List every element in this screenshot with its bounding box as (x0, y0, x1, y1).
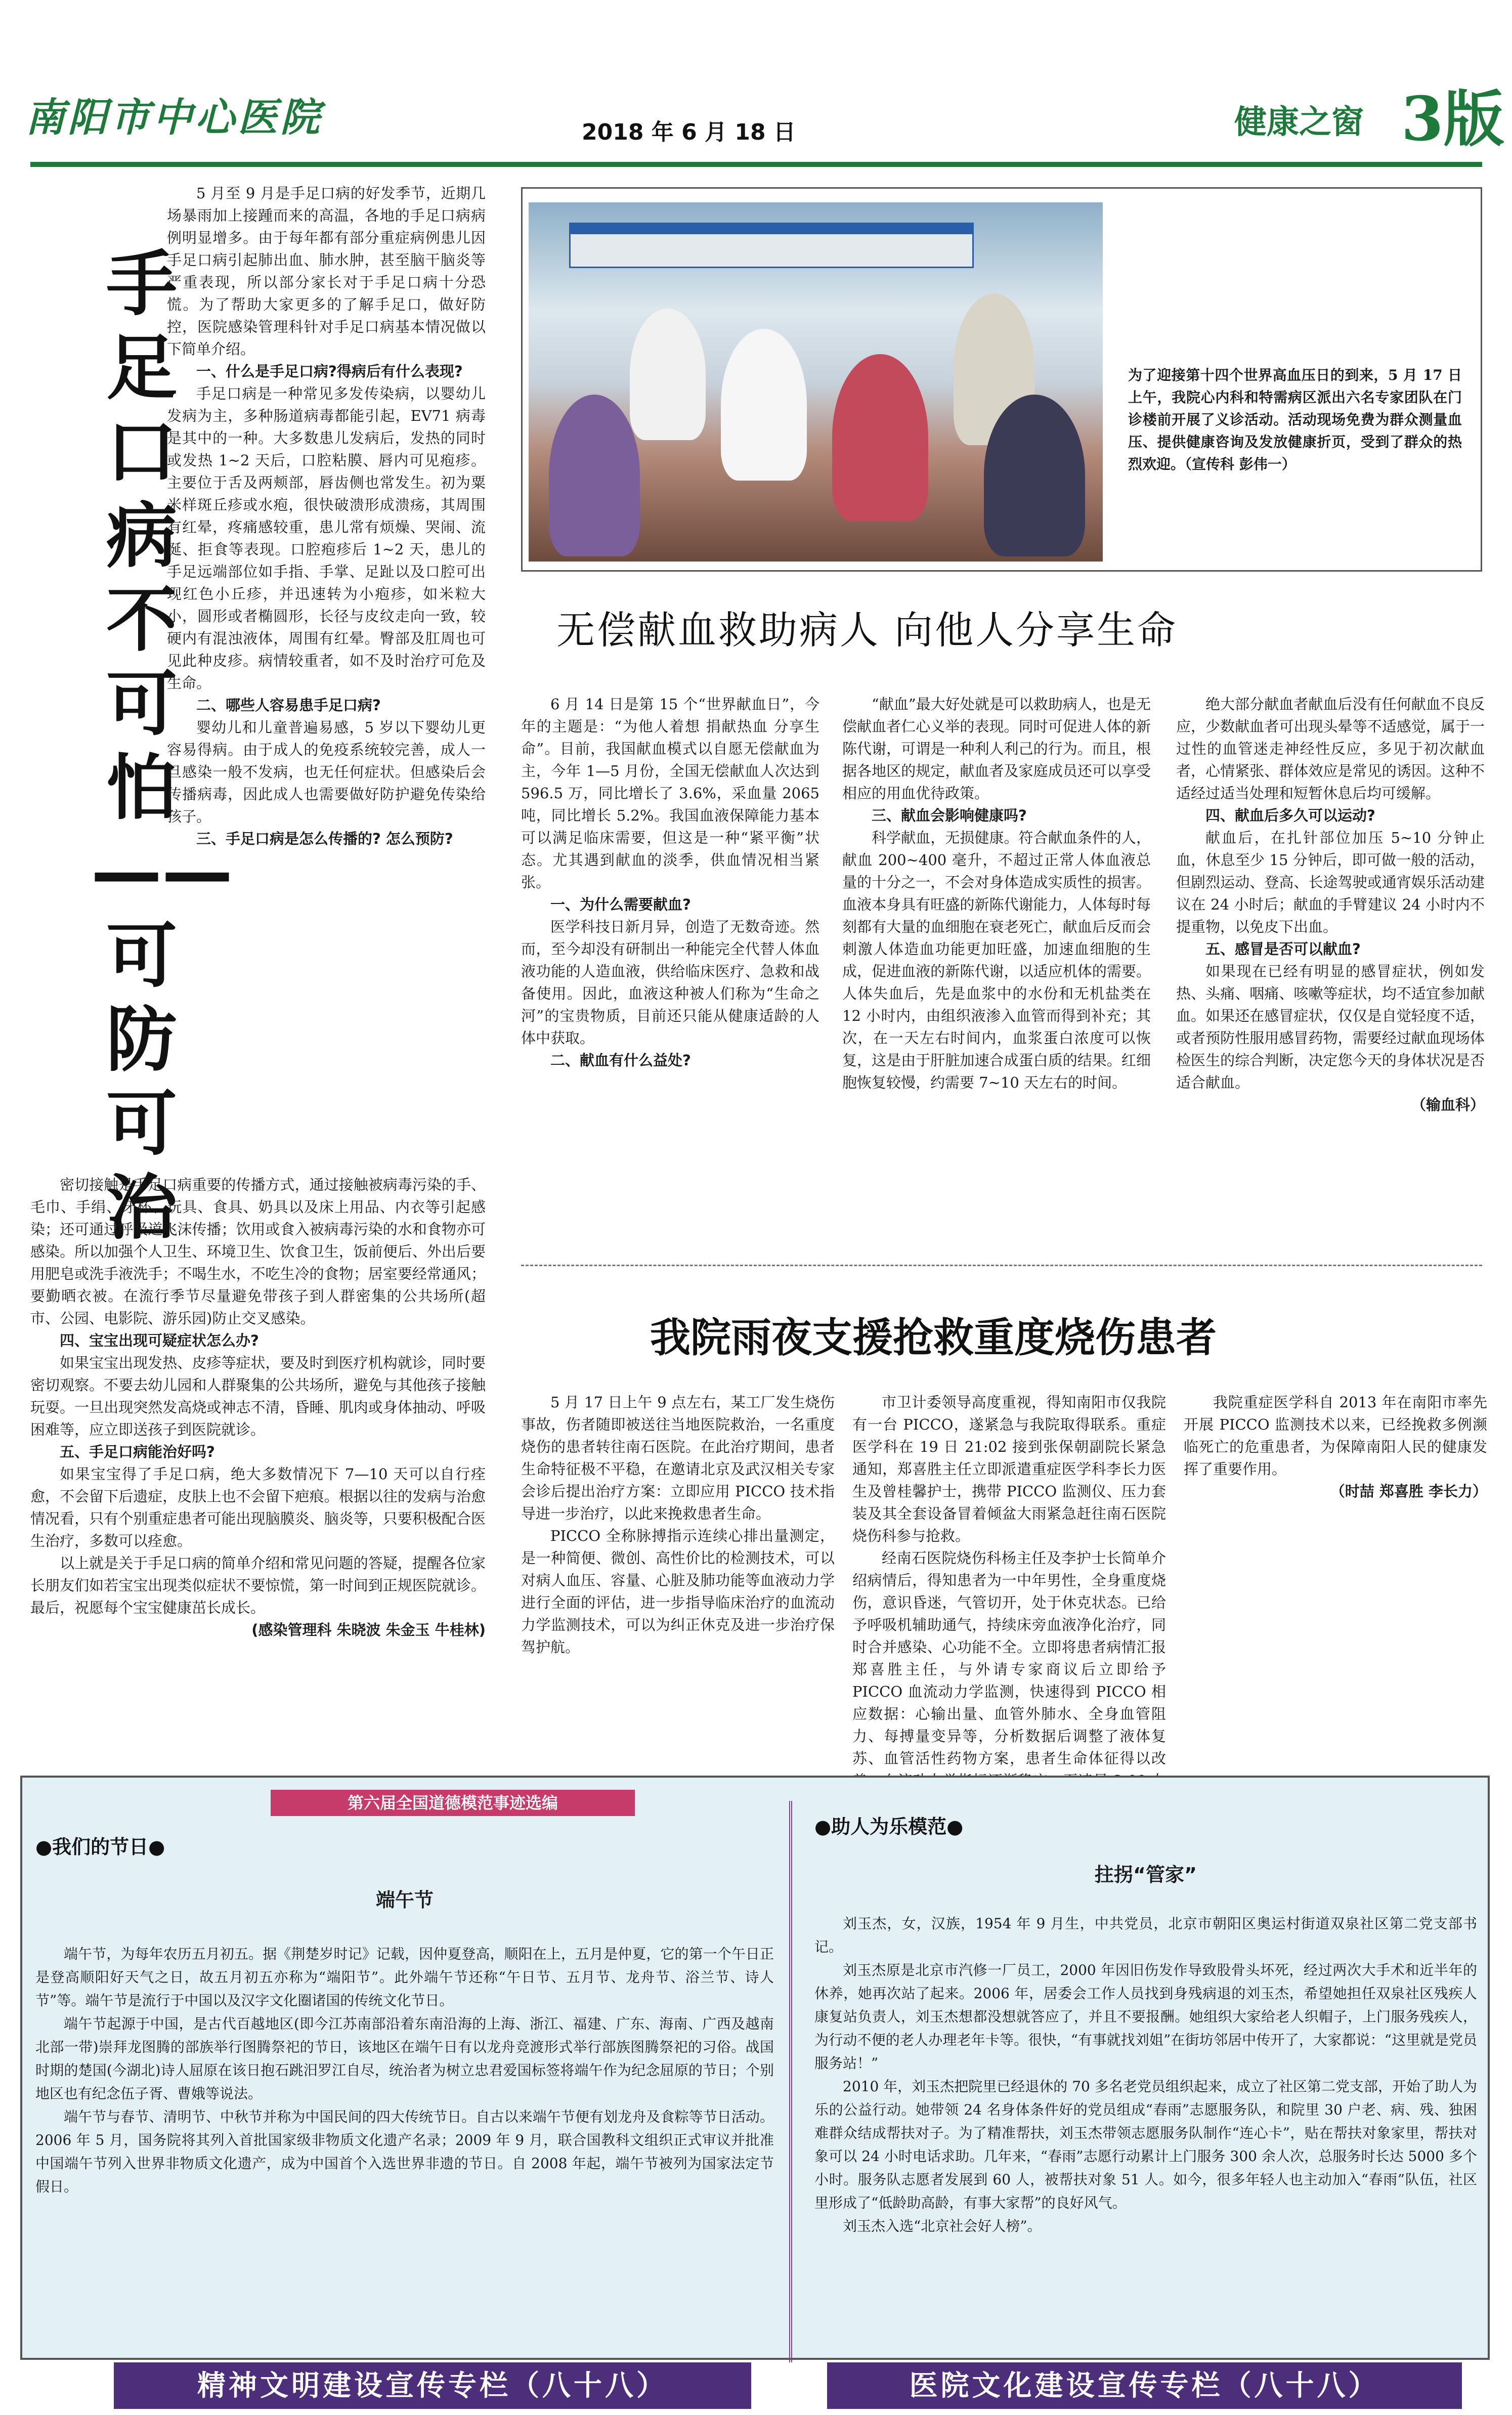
hfmd-a3: 密切接触是手足口病重要的传播方式，通过接触被病毒污染的手、毛巾、手绢、牙杯、玩具、食具、奶具以及床上用品、内衣等引起感染；还可通过呼吸道飞沫传播；饮用或食入被病毒污染的水和食物亦可感染。所以加强个人卫生、环境卫生、饮食卫生，饭前便后、外出后要用肥皂或洗手液洗手；不喝生水，不吃生冷的食物；居室要经常通风；要勤晒衣被。在流行季节尽量避免带孩子到人群密集的公共场所(超市、公园、电影院、游乐园)防止交叉感染。 (30, 1176, 486, 1327)
hfmd-a2: 婴幼儿和儿童普遍易感，5 岁以下婴幼儿更容易得病。由于成人的免疫系统较完善，成人一旦感染一般不发病，也无任何症状。但感染后会传播病毒，因此成人也需要做好防护避免传染给孩子。 (167, 719, 486, 825)
burn-byline: （时喆 郑喜胜 李长力） (1330, 1483, 1487, 1500)
section-divider (521, 1265, 1482, 1266)
hfmd-column-1 (167, 182, 486, 850)
hfmd-byline: (感染管理科 朱晓波 朱金玉 牛桂林) (251, 1621, 486, 1638)
masthead-logo: 南阳市中心医院 (25, 95, 323, 141)
burn-title: 我院雨夜支援抢救重度烧伤患者 (650, 1314, 1217, 1361)
hfmd-q2: 二、哪些人容易患手足口病? (196, 697, 381, 714)
blood-p1: 6 月 14 日是第 15 个“世界献血日”，今年的主题是：“为他人着想 捐献热血 分享生命”。目前，我国献血模式以自愿无偿献血为主，今年 1—5 月份，全国无偿献血人次达到 596.5 万，同比增长了 3.6%，采血量 2065 吨，同比增长 5.2%。我国血液保障能力基本可以满足临床需要，但这是一种“紧平衡”状态。尤其遇到献血的淡季，供血情况相当紧张。 (521, 696, 819, 891)
blood-q5: 五、感冒是否可以献血? (1205, 940, 1361, 958)
masthead-rule (30, 162, 1482, 167)
blood-q1: 一、为什么需要献血? (550, 896, 691, 913)
photo-caption: 为了迎接第十四个世界高血压日的到来，5 月 17 日上午，我院心内科和特需病区派出六名专家团队在门诊楼前开展了义诊活动。活动现场免费为群众测量血压、提供健康咨询及发放健康折页，受到了群众的热烈欢迎。（宣传科 彭伟一） (1128, 367, 1462, 472)
volunteer-column (814, 1771, 1477, 2238)
blood-a2: “献血”最大好处就是可以救助病人，也是无偿献血者仁心义举的表现。同时可促进人体的新陈代谢，可谓是一种利人利己的行为。而且，根据各地区的规定，献血者及家庭成员还可以享受相应的用血优待政策。 (842, 696, 1151, 802)
photo-banner (569, 223, 974, 268)
hfmd-q5: 五、手足口病能治好吗? (60, 1443, 215, 1460)
event-photo (529, 202, 1103, 562)
photo-person (549, 395, 640, 556)
hfmd-column-2 (30, 1174, 486, 1641)
blood-a1: 医学科技日新月异，创造了无数奇迹。然而，至今却没有研制出一种能完全代替人体血液功能的人造血液，供给临床医疗、急救和战备使用。因此，血液这种被人们称为“生命之河”的宝贵物质，目前还只能从健康适龄的人体中获取。 (521, 918, 819, 1047)
burn-p5: 我院重症医学科自 2013 年在南阳市率先开展 PICCO 监测技术以来，已经挽救多例濒临死亡的危重患者，为保障南阳人民的健康发挥了重要作用。 (1184, 1394, 1487, 1478)
photo-person (832, 354, 928, 521)
festival-p2: 端午节起源于中国，是古代百越地区(即今江苏南部沿着东南沿海的上海、浙江、福建、广东、海南、广西及越南北部一带)崇拜龙图腾的部族举行图腾祭祀的节日，该地区在端午日有以龙舟竞渡形式举行部族图腾祭祀的习俗。战国时期的楚国(今湖北)诗人屈原在该日抱石跳汨罗江自尽，统治者为树立忠君爱国标签将端午作为纪念屈原的节日；个别地区也有纪念伍子胥、曹娥等说法。 (35, 2015, 774, 2102)
festival-text (35, 1943, 774, 2198)
blood-column-3 (1176, 693, 1485, 1116)
festival-title: 端午节 (375, 1889, 434, 1911)
hfmd-q4: 四、宝宝出现可疑症状怎么办? (60, 1332, 259, 1349)
blood-a4: 献血后，在扎针部位加压 5~10 分钟止血，休息至少 15 分钟后，即可做一般的活动，但剧烈运动、登高、长途驾驶或通宵娱乐活动建议在 24 小时后；献血的手臂建议 24 小时内不提重物，以免皮下出血。 (1176, 829, 1485, 935)
campaign-tab: 第六届全国道德模范事迹选编 (271, 1790, 635, 1816)
volunteer-text (814, 1912, 1477, 2238)
festival-column (35, 1831, 774, 2198)
blood-title: 无偿献血救助病人 向他人分享生命 (556, 608, 1178, 653)
blood-q3: 三、献血会影响健康吗? (872, 807, 1027, 824)
blood-column-1 (521, 693, 819, 1071)
blood-a3: 科学献血，无损健康。符合献血条件的人，献血 200~400 毫升，不超过正常人体血液总量的十分之一，不会对身体造成实质性的损害。血液本身具有旺盛的新陈代谢能力，人体每时每刻都有大量的血细胞在衰老死亡，献血后反而会刺激人体造血功能更加旺盛，加速血细胞的生成，促进血液的新陈代谢，以适应机体的需要。人体失血后，先是血浆中的水份和无机盐类在 12 小时内，由组织液渗入血管而得到补充；其次，在一天左右时间内，血浆蛋白浓度可以恢复，这是由于肝脏加速合成蛋白质的结果。红细胞恢复较慢，约需要 7~10 天左右的时间。 (842, 829, 1151, 1091)
issue-date: 2018 年 6 月 18 日 (582, 119, 796, 145)
footer-banner-right: 医院文化建设宣传专栏（八十八） (827, 2362, 1462, 2409)
page-number: 3版 (1401, 83, 1504, 155)
burn-p3: 市卫计委领导高度重视，得知南阳市仅我院有一台 PICCO，遂紧急与我院取得联系。重症医学科在 19 日 21:02 接到张保朝副院长紧急通知，郑喜胜主任立即派遣重症医学科李长力医生及曾桂馨护士，携带 PICCO 监测仪、压力套装及其全套设备冒着倾盆大雨紧急赶往南石医院烧伤科参与抢救。 (852, 1394, 1166, 1544)
hfmd-a4: 如果宝宝出现发热、皮疹等症状，要及时到医疗机构就诊，同时要密切观察。不要去幼儿园和人群聚集的公共场所，避免与其他孩子接触玩耍。一旦出现突然发高烧或神志不清，昏睡、肌肉或身体抽动、呼吸困难等，应立即送孩子到医院就诊。 (30, 1354, 486, 1438)
burn-p4: 经南石医院烧伤科杨主任及李护士长简单介绍病情后，得知患者为一中年男性，全身重度烧伤，意识昏迷，气管切开，处于休克状态。已给予呼吸机辅助通气，持续床旁血液净化治疗，同时合并感染、心功能不全。立即将患者病情汇报郑喜胜主任，与外请专家商议后立即给予 PICCO 血流动力学监测，快速得到 PICCO 相应数据：心输出量、血管外肺水、全身血管阻力、每搏量变异等，分析数据后调整了液体复苏、血管活性药物方案，患者生命体征得以改 (852, 1549, 1166, 1767)
volunteer-p2: 刘玉杰原是北京市汽修一厂员工，2000 年因旧伤发作导致股骨头坏死，经过两次大手术和近半年的休养，她再次站了起来。2006 年，居委会工作人员找到身残病退的刘玉杰，希望她担任双泉社区残疾人康复站负责人，刘玉杰想都没想就答应了，并且不要报酬。她组织大家给老人织帽子，上门服务残疾人，为行动不便的老人办理老年卡等。很快，“有事就找刘姐”在街坊邻居中传开了，大家都说：“这里就是党员服务站！” (814, 1962, 1477, 2072)
blood-byline: （输血科） (1411, 1096, 1485, 1113)
festival-section-head: ●我们的节日● (35, 1836, 165, 1858)
hfmd-title: 手足口病不可怕——可防可治 (91, 243, 233, 1249)
burn-column-1 (521, 1391, 835, 1658)
festival-p3: 端午节与春节、清明节、中秋节并称为中国民间的四大传统节日。自古以来端午节便有划龙舟及食粽等节日活动。2006 年 5 月，国务院将其列入首批国家级非物质文化遗产名录；2009 年 9 月，联合国教科文组织正式审议并批准中国端午节列入世界非物质文化遗产，成为中国首个入选世界非遗的节日。自 2008 年起，端午节被列为国家法定节假日。 (35, 2108, 774, 2195)
festival-p1: 端午节，为每年农历五月初五。据《荆楚岁时记》记载，因仲夏登高，顺阳在上，五月是仲夏，它的第一个午日正是登高顺阳好天气之日，故五月初五亦称为“端阳节”。此外端午节还称“午日节、五月节、龙舟节、浴兰节、诗人节”等。端午节是流行于中国以及汉字文化圈诸国的传统文化节日。 (35, 1946, 774, 2009)
burn-p1: 5 月 17 日上午 9 点左右，某工厂发生烧伤事故，伤者随即被送往当地医院救治，一名重度烧伤的患者转往南石医院。在此治疗期间，患者生命特征极不平稳，在邀请北京及武汉相关专家会诊后提出治疗方案：立即应用 PICCO 技术指导进一步治疗，以此来挽救患者生命。 (521, 1394, 835, 1522)
hfmd-a1: 手足口病是一种常见多发传染病，以婴幼儿发病为主，多种肠道病毒都能引起，EV71 病毒是其中的一种。大多数患儿发病后，发热的同时或发热 1~2 天后，口腔粘膜、唇内可见疱疹。主要位于舌及两颊部，唇齿侧也常发生。初为粟米样斑丘疹或水疱，很快破溃形成溃疡，其周围有红晕，疼痛感较重，患儿常有烦燥、哭闹、流涎、拒食等表现。口腔疱疹后 1~2 天，患儿的手足远端部位如手指、手掌、足趾以及口腔可出现红色小丘疹，并迅速转为小疱疹，如米粒大小，圆形或者椭圆形，长径与皮纹走向一致，较硬内有混浊液体，周围有红晕。臀部及肛周也可见此种皮疹。病情较重者，如不及时治疗可危及生命。 (167, 385, 486, 692)
burn-p2: PICCO 全称脉搏指示连续心排出量测定，是一种简便、微创、高性价比的检测技术，可以对病人血压、容量、心脏及肺功能等血液动力学进行全面的评估，进一步指导临床治疗的血流动力学监测技术，可以为纠正休克及进一步治疗保驾护航。 (521, 1527, 835, 1656)
hfmd-a5: 如果宝宝得了手足口病，绝大多数情况下 7—10 天可以自行痊愈，不会留下后遗症，皮肤上也不会留下疤痕。根据以往的发病与治愈情况看，只有个别重症患者可能出现脑膜炎、脑炎等，只要积极配合医生治疗，多数可以痊愈。 (30, 1465, 486, 1549)
volunteer-p4: 刘玉杰入选“北京社会好人榜”。 (843, 2218, 1042, 2234)
hfmd-intro: 5 月至 9 月是手足口病的好发季节，近期几场暴雨加上接踵而来的高温，各地的手足口病病例明显增多。由于每年都有部分重症病例患儿因手足口病引起肺出血、肺水肿，甚至脑干脑炎等严重表现，所以部分家长对于手足口病十分恐慌。为了帮助大家更多的了解手足口，做好防控，医院感染管理科针对手足口病基本情况做以下简单介绍。 (167, 185, 486, 358)
photo-person (721, 329, 807, 481)
blood-q2: 二、献血有什么益处? (550, 1052, 691, 1069)
box-divider (789, 1801, 792, 2362)
footer-banner-left: 精神文明建设宣传专栏（八十八） (114, 2362, 751, 2409)
section-name: 健康之窗 (1234, 104, 1364, 141)
volunteer-p3: 2010 年，刘玉杰把院里已经退休的 70 多名老党员组织起来，成立了社区第二党支部，开始了助人为乐的公益行动。她带领 24 名身体条件好的党员组成“春雨”志愿服务队，和院里 30 户老、病、残、独困难群众结成帮扶对子。为了精准帮扶，刘玉杰带领志愿服务队制作“连心卡”，贴在帮扶对象家里，帮扶对象可以 24 小时电话求助。几年来，“春雨”志愿行动累计上门服务 300 余人次，总服务时长达 5000 多个小时。服务队志愿者发展到 60 人，被帮扶对象 51 人。如今，很多年轻人也主动加入“春雨”队伍，社区里形成了“低龄助高龄，有事大家帮”的良好风气。 (814, 2078, 1477, 2211)
blood-a5: 如果现在已经有明显的感冒症状，例如发热、头痛、咽痛、咳嗽等症状，均不适宜参加献血。如果还在感冒症状，仅仅是自觉轻度不适，或者预防性服用感冒药物，需要经过献血现场体检医生的综合判断，决定您今天的身体状况是否适合献血。 (1176, 963, 1485, 1091)
burn-column-2 (852, 1391, 1166, 1814)
blood-q4: 四、献血后多久可以运动? (1205, 807, 1375, 824)
blood-column-2 (842, 693, 1151, 1094)
hfmd-q1: 一、什么是手足口病?得病后有什么表现? (196, 363, 463, 380)
volunteer-section-head: ●助人为乐模范● (814, 1816, 964, 1838)
photo-person (984, 395, 1085, 556)
photo-person (630, 309, 706, 440)
burn-column-3 (1184, 1391, 1487, 1502)
hfmd-q3: 三、手足口病是怎么传播的? 怎么预防? (196, 830, 453, 847)
blood-a3b: 绝大部分献血者献血后没有任何献血不良反应，少数献血者可出现头晕等不适感觉，属于一过性的血管迷走神经性反应，多见于初次献血者，心情紧张、群体效应是常见的诱因。这种不适经过适当处理和短暂休息后均可缓解。 (1176, 696, 1485, 802)
hfmd-outro: 以上就是关于手足口病的简单介绍和常见问题的答疑，提醒各位家长朋友们如若宝宝出现类似症状不要惊慌，第一时间到正规医院就诊。最后，祝愿每个宝宝健康茁长成长。 (30, 1555, 486, 1616)
volunteer-p1: 刘玉杰，女，汉族，1954 年 9 月生，中共党员，北京市朝阳区奥运村街道双泉社区第二党支部书记。 (814, 1915, 1477, 1955)
volunteer-title: 拄拐“管家” (1095, 1864, 1197, 1886)
